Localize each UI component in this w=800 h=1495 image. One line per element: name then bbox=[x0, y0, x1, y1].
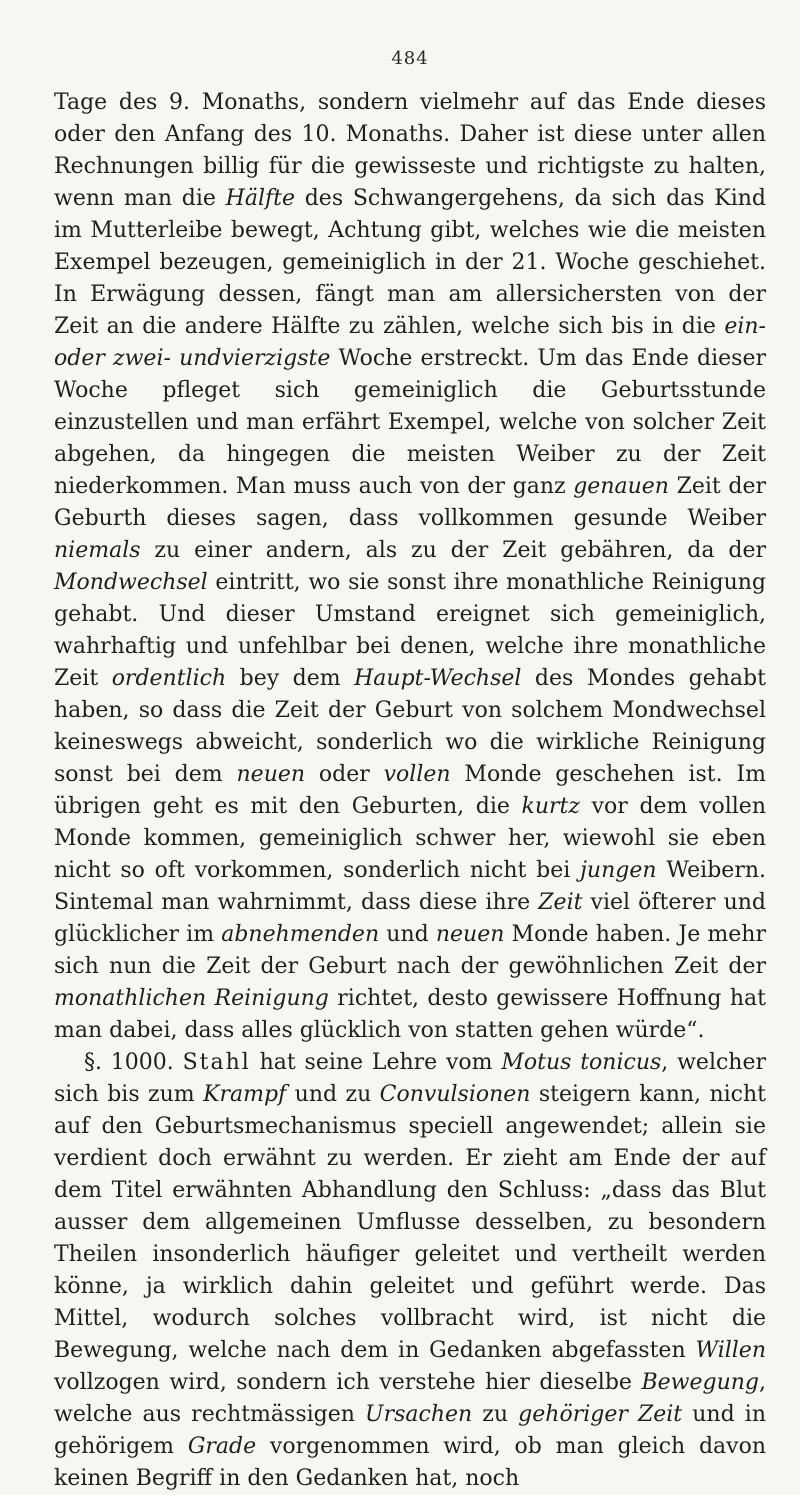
text-run: vorgenommen wird, ob man gleich davon keinen Begriff in den Gedanken hat, noch bbox=[54, 1434, 767, 1491]
text-run: Monde geschehen ist. Im übrigen geht es mit den Geburten, die bbox=[54, 762, 766, 819]
page-number: 484 bbox=[391, 48, 429, 69]
emphasis: Motus tonicus bbox=[501, 1050, 662, 1075]
text-run: und bbox=[379, 922, 436, 947]
text-run: , welche aus rechtmässigen bbox=[54, 1370, 766, 1427]
paragraph-1 bbox=[54, 87, 766, 1047]
text-run: hat seine Lehre vom bbox=[250, 1050, 502, 1075]
emphasis: Zeit bbox=[538, 890, 583, 915]
emphasis: Haupt-Wechsel bbox=[354, 666, 522, 691]
text-run: Tage des 9. Monaths, sondern vielmehr auf das Ende dieses oder den Anfang des 10. Monaths. Daher ist diese unter allen Rechnungen billig für die gewisseste und richtigste zu halten, wenn man die bbox=[54, 90, 766, 211]
emphasis: Ursachen bbox=[365, 1402, 473, 1427]
text-run: zu einer andern, als zu der Zeit gebähren, da der bbox=[140, 538, 766, 563]
text-run: steigern kann, nicht auf den Geburtsmechanismus speciell angewendet; allein sie verdient doch erwähnt zu werden. Er zieht am Ende der auf dem Titel erwähnten Abhandlung den Schluss: „dass das Blut ausser dem allgemeinen Umflusse desselben, zu besondern Theilen insonderlich häufiger geleitet und vertheilt werden könne, ja wirklich dahin geleitet und geführt werde. Das Mittel, wodurch solches vollbracht wird, ist nicht die Bewegung, welche nach dem in Gedanken abgefassten bbox=[54, 1082, 766, 1363]
emphasis: ein- oder zwei- undvierzigste bbox=[54, 314, 766, 371]
text-run: Woche erstreckt. Um das Ende dieser Woche pfleget sich gemeiniglich die Geburtsstunde einzustellen und man erfährt Exempel, welche von solcher Zeit abgehen, da hingegen die meisten Weiber zu der Zeit niederkommen. Man muss auch von der ganz bbox=[54, 346, 766, 499]
emphasis: jungen bbox=[580, 858, 657, 883]
text-run: vor dem vollen Monde kommen, gemeiniglich schwer her, wiewohl sie eben nicht so oft vorkommen, sonderlich nicht bei bbox=[54, 794, 766, 883]
emphasis: kurtz bbox=[521, 794, 580, 819]
emphasis: neuen bbox=[435, 922, 505, 947]
emphasis: neuen bbox=[236, 762, 306, 787]
text-run: oder bbox=[305, 762, 384, 787]
emphasis: abnehmenden bbox=[221, 922, 380, 947]
text-run: und zu bbox=[286, 1082, 380, 1107]
text-run: richtet, desto gewissere Hoffnung hat man dabei, dass alles glücklich von statten gehen würde“. bbox=[54, 986, 766, 1043]
text-run: eintritt, wo sie sonst ihre monathliche Reinigung gehabt. Und dieser Umstand ereignet sich gemeiniglich, wahrhaftig und unfehlbar bei denen, welche ihre monathliche Zeit bbox=[54, 570, 766, 691]
emphasis: Krampf bbox=[203, 1082, 287, 1107]
text-run: des Schwangergehens, da sich das Kind im Mutterleibe bewegt, Achtung gibt, welches wie die meisten Exempel bezeugen, gemeiniglich in der 21. Woche geschiehet. In Erwägung dessen, fängt man am allersichersten von der Zeit an die andere Hälfte zu zählen, welche sich bis in die bbox=[54, 186, 767, 339]
emphasis: Bewegung bbox=[641, 1370, 759, 1395]
emphasis: Hälfte bbox=[225, 186, 295, 211]
text-run: Weibern. Sintemal man wahrnimmt, dass diese ihre bbox=[54, 858, 766, 915]
body-text bbox=[54, 87, 766, 1495]
emphasis: vollen bbox=[383, 762, 451, 787]
emphasis: monathlichen Reinigung bbox=[54, 986, 329, 1011]
emphasis: genauen bbox=[573, 474, 669, 499]
text-run: viel öfterer und glücklicher im bbox=[54, 890, 766, 947]
text-run: bey dem bbox=[226, 666, 355, 691]
text-run: zu bbox=[472, 1402, 519, 1427]
text-run: , welcher sich bis zum bbox=[54, 1050, 767, 1107]
emphasis: ordentlich bbox=[111, 666, 227, 691]
text-run: Monde haben. Je mehr sich nun die Zeit der Geburt nach der gewöhnlichen Zeit der bbox=[54, 922, 766, 979]
emphasis: Mondwechsel bbox=[54, 570, 208, 595]
emphasis: gehöriger Zeit bbox=[518, 1402, 683, 1427]
emphasis: Grade bbox=[187, 1434, 257, 1459]
emphasis: Willen bbox=[695, 1338, 766, 1363]
text-run: Zeit der Geburth dieses sagen, dass vollkommen gesunde Weiber bbox=[54, 474, 766, 531]
author-name: Stahl bbox=[182, 1050, 251, 1075]
text-run: und in gehörigem bbox=[54, 1402, 766, 1459]
paragraph-2 bbox=[54, 1047, 766, 1495]
text-run: vollzogen wird, sondern ich verstehe hier dieselbe bbox=[54, 1370, 642, 1395]
text-run: des Mondes gehabt haben, so dass die Zeit der Geburt von solchem Mondwechsel keineswegs abweicht, sonderlich wo die wirkliche Reinigung sonst bei dem bbox=[54, 666, 766, 787]
emphasis: Convulsionen bbox=[379, 1082, 531, 1107]
section-marker: §. 1000. bbox=[84, 1050, 183, 1075]
emphasis: niemals bbox=[54, 538, 141, 563]
